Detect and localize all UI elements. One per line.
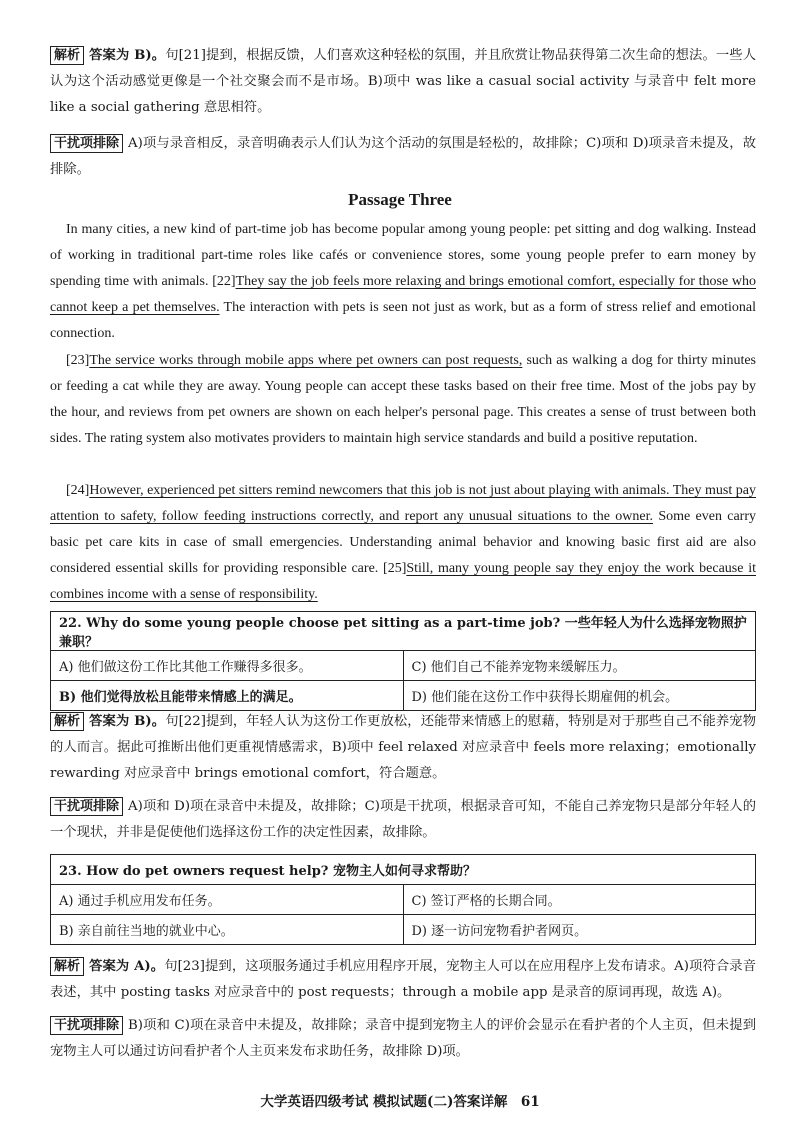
passage-paragraph-2: [50, 348, 756, 452]
sentence-marker: [23]: [66, 353, 90, 368]
underlined-sentence: They say the job feels more relaxing and brings emotional comfort, especially for those who cannot keep a pet themselves.: [50, 274, 756, 315]
q22-distractor: [50, 794, 756, 846]
option-b: B) 亲自前往当地的就业中心。: [51, 915, 404, 945]
underlined-sentence: The service works through mobile apps where pet owners can post requests,: [89, 353, 523, 368]
q23-table: [50, 854, 756, 945]
page-footer: 大学英语四级考试 模拟试题(二)答案详解 61: [260, 1094, 540, 1110]
distractor-tag: 干扰项排除: [50, 797, 123, 816]
question-text: 22. Why do some young people choose pet sitting as a part-time job? 一些年轻人为什么选择宠物照护兼职？: [51, 612, 756, 651]
distractor-text: A)项与录音相反，录音明确表示人们认为这个活动的氛围是轻松的，故排除；C)项和 D)项录音未提及，故排除。: [50, 136, 756, 177]
option-c: C) 签订严格的长期合同。: [403, 885, 756, 915]
underlined-sentence: However, experienced pet sitters remind newcomers that this job is not just about playing with animals. They must pay attention to safety, follow feeding instructions correctly, and report any unusual situations to the owner.: [50, 483, 756, 524]
q23-analysis: [50, 954, 756, 1006]
q22-analysis: [50, 709, 756, 787]
option-a: A) 通过手机应用发布任务。: [51, 885, 404, 915]
text-run: The interaction with pets is seen not just as work, but as a form of stress relief and emotional connection.: [50, 300, 756, 341]
text-run: such as walking a dog for thirty minutes or feeding a cat while they are away. Young people can accept these tasks based on their free time. Most of the jobs pay by the hour, and reviews from pet owners are shown on each helper's personal page. This creates a sense of trust between both sides. The rating system also motivates providers to maintain high service standards and build a positive reputation.: [50, 353, 756, 446]
option-b: B) 他们觉得放松且能带来情感上的满足。: [51, 681, 404, 711]
sentence-marker: [22]: [212, 274, 236, 289]
analysis-text: 句[21]提到，根据反馈，人们喜欢这种轻松的氛围，并且欣赏让物品获得第二次生命的想法。一些人认为这个活动感觉更像是一个社交聚会而不是市场。B)项中 was like a casual social activity 与录音中 felt more like a social gathering 意思相符。: [50, 48, 756, 115]
underlined-sentence: Still, many young people say they enjoy the work because it combines income with a sense of responsibility.: [50, 561, 756, 602]
distractor-text: B)项和 C)项在录音中未提及，故排除；录音中提到宠物主人的评价会显示在看护者的个人主页，但未提到宠物主人可以通过访问看护者个人主页来发布求助任务，故排除 D)项。: [50, 1018, 756, 1059]
analysis-tag: 解析: [50, 46, 84, 65]
option-c: C) 他们自己不能养宠物来缓解压力。: [403, 651, 756, 681]
q23-distractor: [50, 1013, 756, 1065]
distractor-tag: 干扰项排除: [50, 1016, 123, 1035]
q21-analysis: [50, 43, 756, 121]
passage-paragraph-1: [50, 217, 756, 347]
answer-label: 答案为 A)。: [89, 959, 165, 974]
analysis-text: 句[23]提到，这项服务通过手机应用程序开展，宠物主人可以在应用程序上发布请求。A)项符合录音表述，其中 posting tasks 对应录音中的 post requests；through a mobile app 是录音的原词再现，故选 A)。: [50, 959, 756, 1000]
sentence-marker: [25]: [383, 561, 407, 576]
q21-distractor: [50, 131, 756, 183]
analysis-tag: 解析: [50, 712, 84, 731]
distractor-text: A)项和 D)项在录音中未提及，故排除；C)项是干扰项，根据录音可知，不能自己养宠物只是部分年轻人的一个现状，并非是促使他们选择这份工作的决定性因素，故排除。: [50, 799, 756, 840]
passage-title: Passage Three: [348, 190, 452, 209]
option-d: D) 他们能在这份工作中获得长期雇佣的机会。: [403, 681, 756, 711]
distractor-tag: 干扰项排除: [50, 134, 123, 153]
q22-table: [50, 611, 756, 711]
question-text: 23. How do pet owners request help? 宠物主人如何寻求帮助？: [51, 855, 756, 885]
text-run: Some even carry basic pet care kits in case of small emergencies. Understanding animal behavior and knowing basic first aid are also considered essential skills for providing responsible care.: [50, 509, 756, 576]
analysis-text: 句[22]提到，年轻人认为这份工作更放松，还能带来情感上的慰藉，特别是对于那些自己不能养宠物的人而言。据此可推断出他们更重视情感需求，B)项中 feel relaxed 对应录音中 feels more relaxing；emotionally rewarding 对应录音中 brings emotional comfort，符合题意。: [50, 714, 756, 781]
answer-label: 答案为 B)。: [89, 48, 166, 63]
passage-paragraph-3: [50, 478, 756, 608]
option-a: A) 他们做这份工作比其他工作赚得多很多。: [51, 651, 404, 681]
option-d: D) 逐一访问宠物看护者网页。: [403, 915, 756, 945]
analysis-tag: 解析: [50, 957, 84, 976]
text-run: In many cities, a new kind of part-time job has become popular among young people: pet sitting and dog walking. Instead of working in traditional part-time roles like cafés or convenience stores, some young people prefer to earn money by spending time with animals.: [50, 222, 756, 289]
sentence-marker: [24]: [66, 483, 90, 498]
answer-label: 答案为 B)。: [89, 714, 166, 729]
